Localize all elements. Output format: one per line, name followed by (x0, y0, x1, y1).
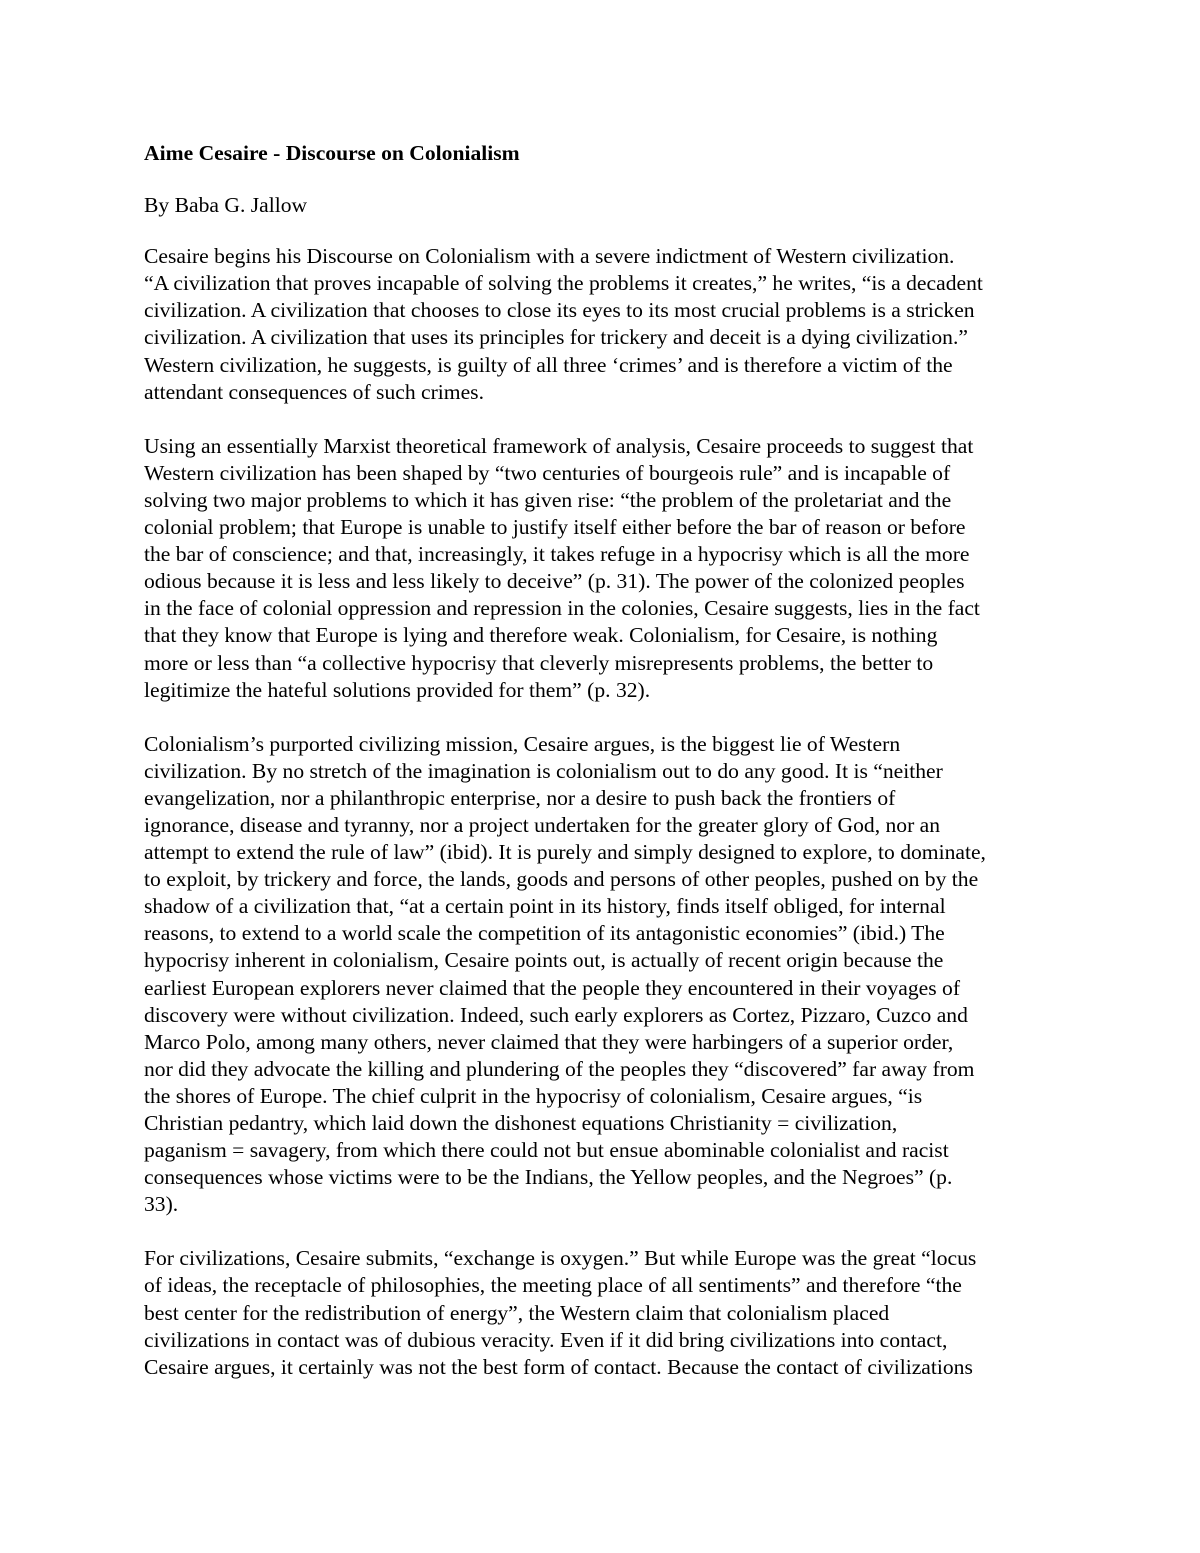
text-line: Using an essentially Marxist theoretical framework of analysis, Cesaire proceeds to suggest that (144, 433, 974, 458)
text-line: the shores of Europe. The chief culprit in the hypocrisy of colonialism, Cesaire argues, “is (144, 1083, 923, 1108)
text-line: discovery were without civilization. Indeed, such early explorers as Cortez, Pizzaro, Cuzco and (144, 1002, 968, 1027)
text-line: more or less than “a collective hypocrisy that cleverly misrepresents problems, the better to (144, 650, 934, 675)
text-line: nor did they advocate the killing and plundering of the peoples they “discovered” far away from (144, 1056, 975, 1081)
text-line: paganism = savagery, from which there could not but ensue abominable colonialist and racist (144, 1138, 949, 1163)
paragraph-1 (144, 243, 1064, 406)
text-line: Christian pedantry, which laid down the dishonest equations Christianity = civilization, (144, 1111, 898, 1135)
text-line: consequences whose victims were to be the Indians, the Yellow peoples, and the Negroes” (p. (144, 1165, 953, 1190)
text-line: For civilizations, Cesaire submits, “exchange is oxygen.” But while Europe was the great “locus (144, 1246, 977, 1271)
text-line: attendant consequences of such crimes. (144, 379, 484, 404)
document-title: Aime Cesaire - Discourse on Colonialism (144, 141, 520, 165)
text-line: best center for the redistribution of energy”, the Western claim that colonialism placed (144, 1300, 890, 1325)
paragraph-3 (144, 731, 1064, 1219)
text-line: earliest European explorers never claimed that the people they encountered in their voyages of (144, 975, 961, 1000)
document-page (144, 140, 1064, 1408)
text-line: evangelization, nor a philanthropic enterprise, nor a desire to push back the frontiers of (144, 785, 896, 810)
text-line: legitimize the hateful solutions provided for them” (p. 32). (144, 677, 651, 702)
text-line: 33). (144, 1192, 179, 1217)
text-line: the bar of conscience; and that, increasingly, it takes refuge in a hypocrisy which is all the more (144, 542, 970, 567)
text-line: ignorance, disease and tyranny, nor a project undertaken for the greater glory of God, nor an (144, 812, 941, 837)
text-line: reasons, to extend to a world scale the competition of its antagonistic economies” (ibid.) The (144, 921, 945, 946)
paragraph-4 (144, 1245, 1064, 1380)
text-line: Cesaire begins his Discourse on Colonialism with a severe indictment of Western civilization. (144, 244, 955, 269)
text-line: Colonialism’s purported civilizing mission, Cesaire argues, is the biggest lie of Western (144, 731, 901, 756)
text-line: civilization. A civilization that uses its principles for trickery and deceit is a dying civilization.” (144, 325, 968, 350)
text-line: shadow of a civilization that, “at a certain point in its history, finds itself obliged, for internal (144, 894, 946, 919)
text-line: “A civilization that proves incapable of solving the problems it creates,” he writes, “is a decadent (144, 271, 983, 296)
text-line: in the face of colonial oppression and repression in the colonies, Cesaire suggests, lies in the fact (144, 596, 980, 621)
text-line: civilization. By no stretch of the imagination is colonialism out to do any good. It is “neither (144, 758, 943, 783)
text-line: solving two major problems to which it has given rise: “the problem of the proletariat and the (144, 487, 952, 512)
text-line: colonial problem; that Europe is unable to justify itself either before the bar of reason or before (144, 515, 966, 540)
text-line: Western civilization has been shaped by “two centuries of bourgeois rule” and is incapable of (144, 460, 951, 485)
text-line: attempt to extend the rule of law” (ibid). It is purely and simply designed to explore, to dominate, (144, 840, 986, 865)
text-line: civilization. A civilization that chooses to close its eyes to its most crucial problems is a stricken (144, 298, 975, 323)
text-line: to exploit, by trickery and force, the lands, goods and persons of other peoples, pushed on by the (144, 867, 979, 892)
text-line: hypocrisy inherent in colonialism, Cesaire points out, is actually of recent origin because the (144, 948, 944, 973)
paragraph-2 (144, 433, 1064, 704)
text-line: Cesaire argues, it certainly was not the best form of contact. Because the contact of civilizations (144, 1354, 973, 1379)
text-line: civilizations in contact was of dubious veracity. Even if it did bring civilizations into contact, (144, 1327, 948, 1352)
text-line: Marco Polo, among many others, never claimed that they were harbingers of a superior order, (144, 1029, 954, 1054)
text-line: that they know that Europe is lying and therefore weak. Colonialism, for Cesaire, is nothing (144, 623, 938, 648)
text-line: Western civilization, he suggests, is guilty of all three ‘crimes’ and is therefore a victim of the (144, 352, 953, 377)
document-byline: By Baba G. Jallow (144, 193, 308, 218)
text-line: odious because it is less and less likely to deceive” (p. 31). The power of the colonized peoples (144, 569, 965, 594)
text-line: of ideas, the receptacle of philosophies, the meeting place of all sentiments” and therefore “the (144, 1273, 962, 1298)
